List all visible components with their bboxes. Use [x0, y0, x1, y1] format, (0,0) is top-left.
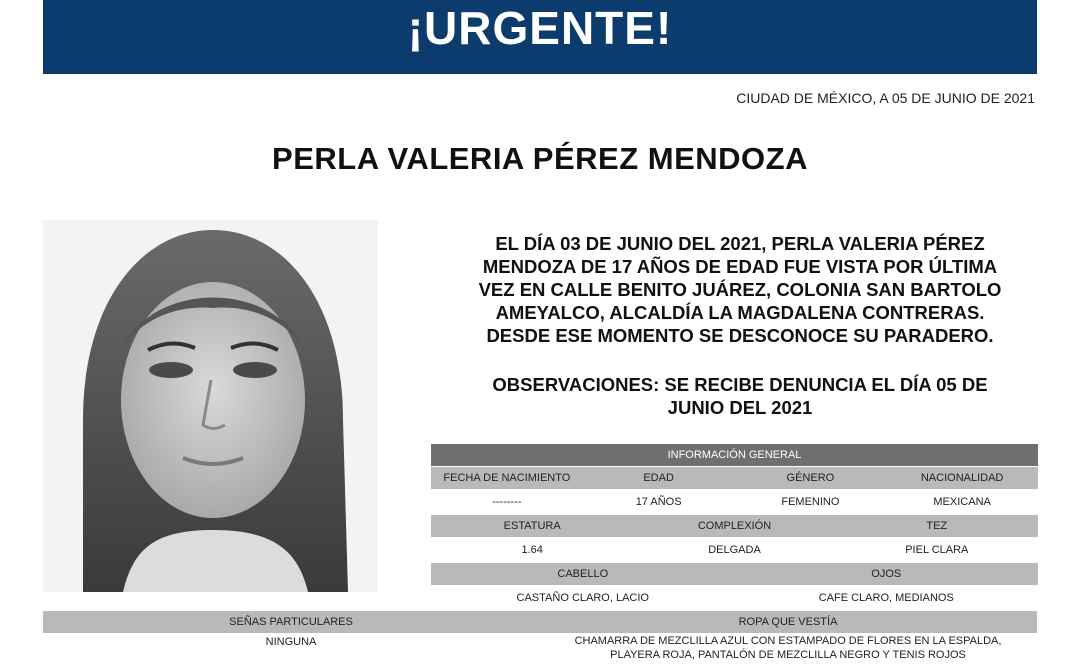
description-line: AMEYALCO, ALCALDÍA LA MAGDALENA CONTRERAS.	[495, 302, 985, 323]
case-description	[440, 232, 1040, 347]
description-line: VEZ EN CALLE BENITO JUÁREZ, COLONIA SAN BARTOLO	[478, 279, 1002, 300]
header-hair: CABELLO	[557, 568, 609, 580]
header-gender: GÉNERO	[786, 472, 835, 484]
info-row3-headers	[431, 563, 1038, 585]
header-nationality: NACIONALIDAD	[920, 472, 1004, 484]
header-age: EDAD	[643, 472, 674, 484]
info-row4-headers	[43, 611, 1037, 633]
person-name: PERLA VALERIA PÉREZ MENDOZA	[272, 141, 808, 176]
info-row4-values	[43, 634, 1037, 664]
description-line: EL DÍA 03 DE JUNIO DEL 2021, PERLA VALERIA PÉREZ	[495, 233, 985, 254]
person-photo	[43, 220, 378, 592]
value-hair: CASTAÑO CLARO, LACIO	[516, 592, 649, 604]
observations	[440, 373, 1040, 419]
info-row2-values	[431, 539, 1038, 561]
info-table-title	[431, 444, 1038, 466]
value-nationality: MEXICANA	[933, 496, 991, 508]
portrait-image	[43, 220, 378, 592]
info-row1-values	[431, 491, 1038, 513]
clothing-line: PLAYERA ROJA, PANTALÓN DE MEZCLILLA NEGRO Y TENIS ROJOS	[610, 649, 966, 661]
header-clothing: ROPA QUE VESTÍA	[738, 616, 838, 628]
urgent-banner	[43, 0, 1037, 74]
header-distinguishing-marks: SEÑAS PARTICULARES	[229, 616, 353, 628]
observations-line: JUNIO DEL 2021	[667, 397, 813, 418]
value-height: 1.64	[521, 544, 543, 556]
value-build: DELGADA	[708, 544, 761, 556]
observations-line: OBSERVACIONES: SE RECIBE DENUNCIA EL DÍA 05 DE	[492, 374, 988, 395]
value-distinguishing-marks: NINGUNA	[265, 636, 317, 648]
value-clothing	[539, 634, 1037, 662]
header-height: ESTATURA	[503, 520, 561, 532]
value-complexion: PIEL CLARA	[905, 544, 969, 556]
description-line: MENDOZA DE 17 AÑOS DE EDAD FUE VISTA POR ÚLTIMA	[482, 256, 998, 277]
location-date: CIUDAD DE MÉXICO, A 05 DE JUNIO DE 2021	[736, 90, 1035, 106]
header-eyes: OJOS	[871, 568, 902, 580]
info-row2-headers	[431, 515, 1038, 537]
clothing-line: CHAMARRA DE MEZCLILLA AZUL CON ESTAMPADO DE FLORES EN LA ESPALDA,	[574, 635, 1002, 647]
description-line: DESDE ESE MOMENTO SE DESCONOCE SU PARADERO.	[486, 325, 994, 346]
value-eyes: CAFE CLARO, MEDIANOS	[818, 592, 954, 604]
banner-title: ¡URGENTE!	[407, 2, 673, 54]
info-title: INFORMACIÓN GENERAL	[667, 449, 802, 461]
header-birthdate: FECHA DE NACIMIENTO	[443, 472, 571, 484]
header-build: COMPLEXIÓN	[697, 520, 772, 532]
header-complexion: TEZ	[926, 520, 948, 532]
value-gender: FEMENINO	[781, 496, 840, 508]
info-row1-headers	[431, 467, 1038, 489]
info-row3-values	[431, 587, 1038, 609]
value-birthdate: --------	[492, 496, 522, 508]
value-age: 17 AÑOS	[635, 496, 682, 508]
